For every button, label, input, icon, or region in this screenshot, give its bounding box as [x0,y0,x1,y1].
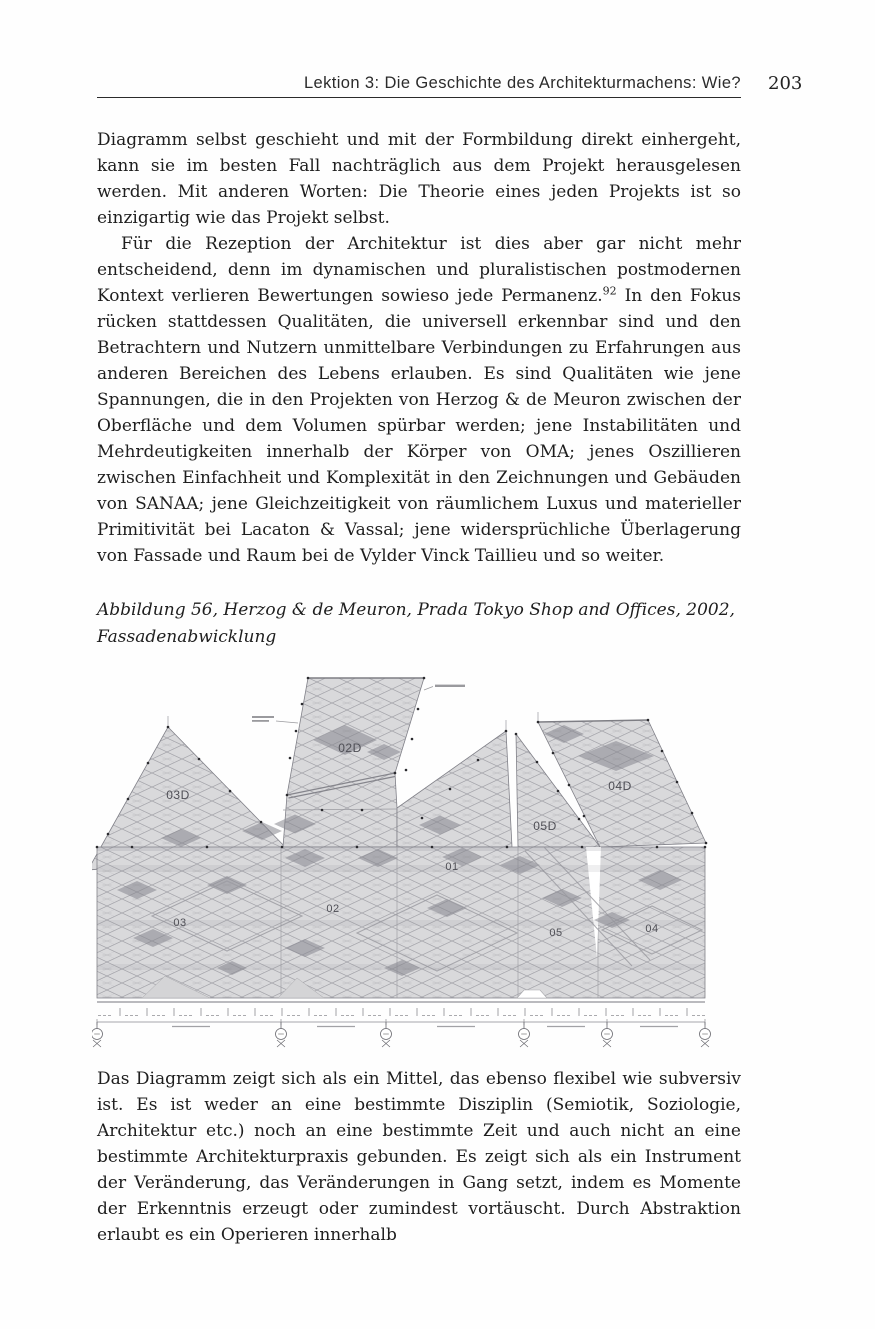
grid-bubble [700,1022,711,1047]
panel-label-01: 01 [445,861,459,873]
panel-middle-peak [397,731,512,847]
running-header: Lektion 3: Die Geschichte des Architekturmachens: Wie? [303,74,741,92]
paragraph: Diagramm selbst geschieht und mit der Formbildung direkt einhergeht, kann sie im besten Fall nachträglich aus dem Projekt herausgelesen werden. Mit anderen Worten: Die Theorie eines jeden Projekts ist so einzigartig wie das Projekt selbst. [97,130,741,228]
panel-label-03: 03 [173,917,187,929]
panel-label-04d: 04D [608,779,632,793]
facade-diagram [92,668,712,1048]
panel-label-02: 02 [326,903,340,915]
grid-bubbles [92,1022,711,1047]
panel-label-05: 05 [549,927,563,939]
panel-label-03d: 03D [166,788,190,802]
panel-label-04: 04 [645,923,659,935]
panel-label-02d: 02D [338,741,362,755]
header-rule [97,97,741,98]
paragraph-text: Für die Rezeption der Architektur ist dies aber gar nicht mehr entscheidend, denn im dynamischen und pluralistischen postmodernen Kontext verlieren Bewertungen sowieso jede Permanenz. [97,234,741,306]
grid-bubble [519,1022,530,1047]
figure [92,668,712,1048]
grid-bubble [92,1022,103,1047]
figure-caption: Abbildung 56, Herzog & de Meuron, Prada Tokyo Shop and Offices, 2002, Fassadenabwicklung [97,600,735,647]
paragraph-text: In den Fokus rücken stattdessen Qualitäten, die universell erkennbar sind und den Betrachtern und Nutzern unmittelbare Verbindungen zu Erfahrungen aus anderen Bereichen des Lebens erlauben. Es sind Qualitäten wie jene Spannungen, die in den Projekten von Herzog & de Meuron zwischen der Oberfläche und dem Volumen spürbar werden; jene Instabilitäten und Mehrdeutigkeiten innerhalb der Körper von OMA; jenes Oszillieren zwischen Einfachheit und Komplexität in den Zeichnungen und Gebäuden von SANAA; jene Gleichzeitigkeit von räumlichem Luxus und materieller Primitivität bei Lacaton & Vassal; jene widersprüchliche Überlagerung von Fassade und Raum bei de Vylder Vinck Taillieu und so weiter. [97,286,741,566]
grid-bubble [381,1022,392,1047]
footnote-reference: 92 [602,284,617,298]
grid-bubble [276,1022,287,1047]
paragraph [97,231,741,569]
page-number: 203 [768,73,803,94]
grid-bubble [602,1022,613,1047]
panel-label-05d: 05D [533,819,557,833]
dimension-strings [97,1002,705,1027]
paragraph: Das Diagramm zeigt sich als ein Mittel, das ebenso flexibel wie subversiv ist. Es ist weder an eine bestimmte Disziplin (Semiotik, Soziologie, Architektur etc.) noch an eine bestimmte Zeit und auch nicht an eine bestimmte Architekturpraxis gebunden. Es zeigt sich als ein Instrument der Veränderung, das Veränderungen in Gang setzt, indem es Momente der Erkenntnis erzeugt oder zumindest vortäuscht. Durch Abstraktion erlaubt es ein Operieren innerhalb [97,1069,741,1245]
